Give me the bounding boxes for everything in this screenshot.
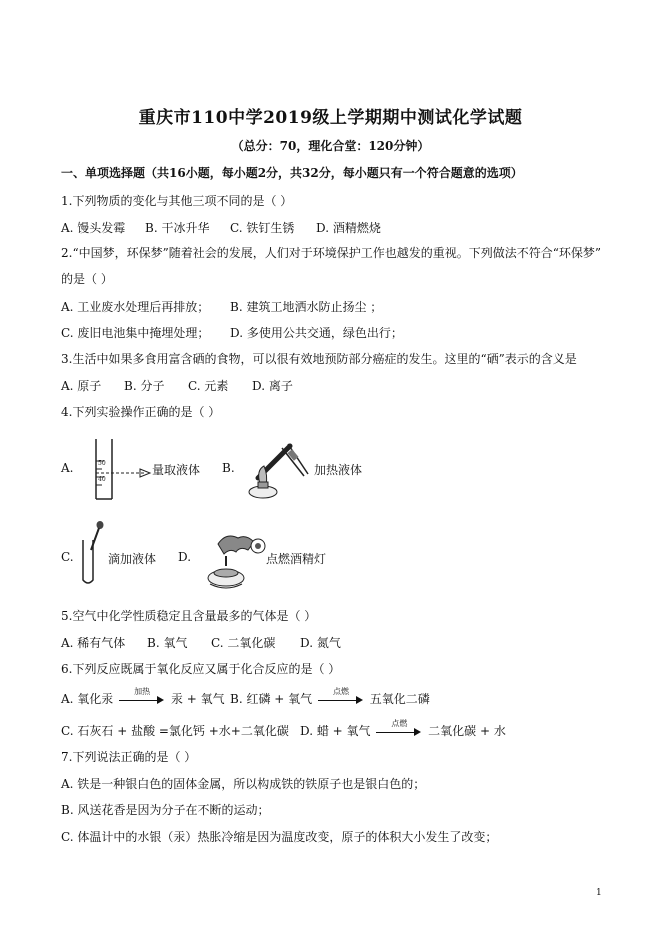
question-1-option-d: D. 酒精燃烧 [316, 221, 381, 235]
question-2-option-b: B. 建筑工地洒水防止扬尘 ； [230, 300, 383, 314]
question-4-option-a-label: 量取液体 [152, 463, 201, 477]
arrow-condition-label: 点燃 [332, 686, 349, 696]
question-1-option-a: A. 馒头发霉 [61, 221, 126, 235]
question-4-stem: 4.下列实验操作正确的是（ ） [61, 405, 221, 419]
reaction-arrow-icon [318, 686, 364, 706]
question-6-option-a [61, 686, 225, 707]
question-7-option-c: C. 体温计中的水银（汞）热胀冷缩是因为温度改变，原子的体积大小发生了改变； [61, 830, 498, 844]
option-a-product: 汞 + 氧气 [170, 692, 225, 706]
question-6-stem: 6.下列反应既属于氧化反应又属于化合反应的是（ ） [61, 662, 341, 676]
reaction-arrow-icon [376, 718, 422, 738]
question-1-option-c: C. 铁钉生锈 [230, 221, 295, 235]
question-6-option-d [300, 718, 506, 739]
option-d-reactant: D. 蜡 + 氧气 [300, 724, 371, 738]
alcohol-lamp-illustration [196, 526, 268, 592]
dropper-test-tube-illustration [76, 520, 110, 588]
arrow-condition-label: 点燃 [391, 718, 408, 728]
graduated-cylinder-illustration [82, 435, 154, 503]
option-a-reactant: A. 氧化汞 [61, 692, 114, 706]
question-6-option-b [230, 686, 430, 707]
question-3-stem: 3.生活中如果多食用富含硒的食物，可以很有效地预防部分癌症的发生。这里的“硒”表示的含义是 [61, 352, 577, 366]
question-7-option-b: B. 风送花香是因为分子在不断的运动； [61, 803, 270, 817]
page-number: 1 [596, 888, 602, 898]
option-d-product: 二氧化碳 + 水 [428, 724, 506, 738]
option-b-product: 五氧化二磷 [369, 692, 430, 706]
section-heading: 一、单项选择题（共16小题，每小题2分，共32分，每小题只有一个符合题意的选项） [61, 166, 523, 180]
question-2-option-d: D. 多使用公共交通，绿色出行； [230, 326, 403, 340]
question-2-option-a: A. 工业废水处理后再排放； [61, 300, 210, 314]
question-4-option-d-letter: D. [178, 550, 192, 564]
question-3-option-a: A. 原子 [61, 379, 102, 393]
question-7-option-a: A. 铁是一种银白色的固体金属，所以构成铁的铁原子也是银白色的； [61, 777, 426, 791]
question-5-option-d: D. 氮气 [300, 636, 341, 650]
question-4-option-b-letter: B. [222, 461, 235, 475]
cylinder-tick-50: 50 [98, 460, 106, 467]
exam-subtitle: （总分：70，理化合堂：120分钟） [231, 139, 430, 153]
question-3-option-b: B. 分子 [124, 379, 165, 393]
question-4-option-a-letter: A. [61, 461, 74, 475]
question-2-stem-line2: 的是（ ） [61, 272, 113, 286]
question-1-option-b: B. 干冰升华 [145, 221, 210, 235]
option-b-reactant: B. 红磷 + 氧气 [230, 692, 313, 706]
question-3-option-d: D. 离子 [252, 379, 293, 393]
reaction-arrow-icon [119, 686, 165, 706]
question-4-option-b-label: 加热液体 [314, 463, 363, 477]
question-5-option-b: B. 氧气 [147, 636, 188, 650]
question-5-option-a: A. 稀有气体 [61, 636, 126, 650]
question-5-option-c: C. 二氧化碳 [211, 636, 276, 650]
question-4-option-d-label: 点燃酒精灯 [266, 552, 327, 566]
question-4-option-c-letter: C. [61, 550, 74, 564]
question-5-stem: 5.空气中化学性质稳定且含量最多的气体是（ ） [61, 609, 317, 623]
arrow-condition-label: 加热 [134, 686, 151, 696]
question-1-stem: 1.下列物质的变化与其他三项不同的是（ ） [61, 194, 293, 208]
question-2-stem-line1: 2.“中国梦，环保梦”随着社会的发展，人们对于环境保护工作也越发的重视。下列做法不符合“环保梦” [61, 246, 601, 260]
heating-liquid-illustration [238, 440, 312, 502]
exam-title: 重庆市110中学2019级上学期期中测试化学试题 [138, 108, 523, 128]
cylinder-tick-40: 40 [98, 476, 106, 483]
question-4-option-c-label: 滴加液体 [108, 552, 157, 566]
question-6-option-c: C. 石灰石 + 盐酸 =氯化钙 +水+二氧化碳 [61, 724, 289, 738]
question-2-option-c: C. 废旧电池集中掩埋处理； [61, 326, 210, 340]
question-7-stem: 7.下列说法正确的是（ ） [61, 750, 197, 764]
question-3-option-c: C. 元素 [188, 379, 229, 393]
